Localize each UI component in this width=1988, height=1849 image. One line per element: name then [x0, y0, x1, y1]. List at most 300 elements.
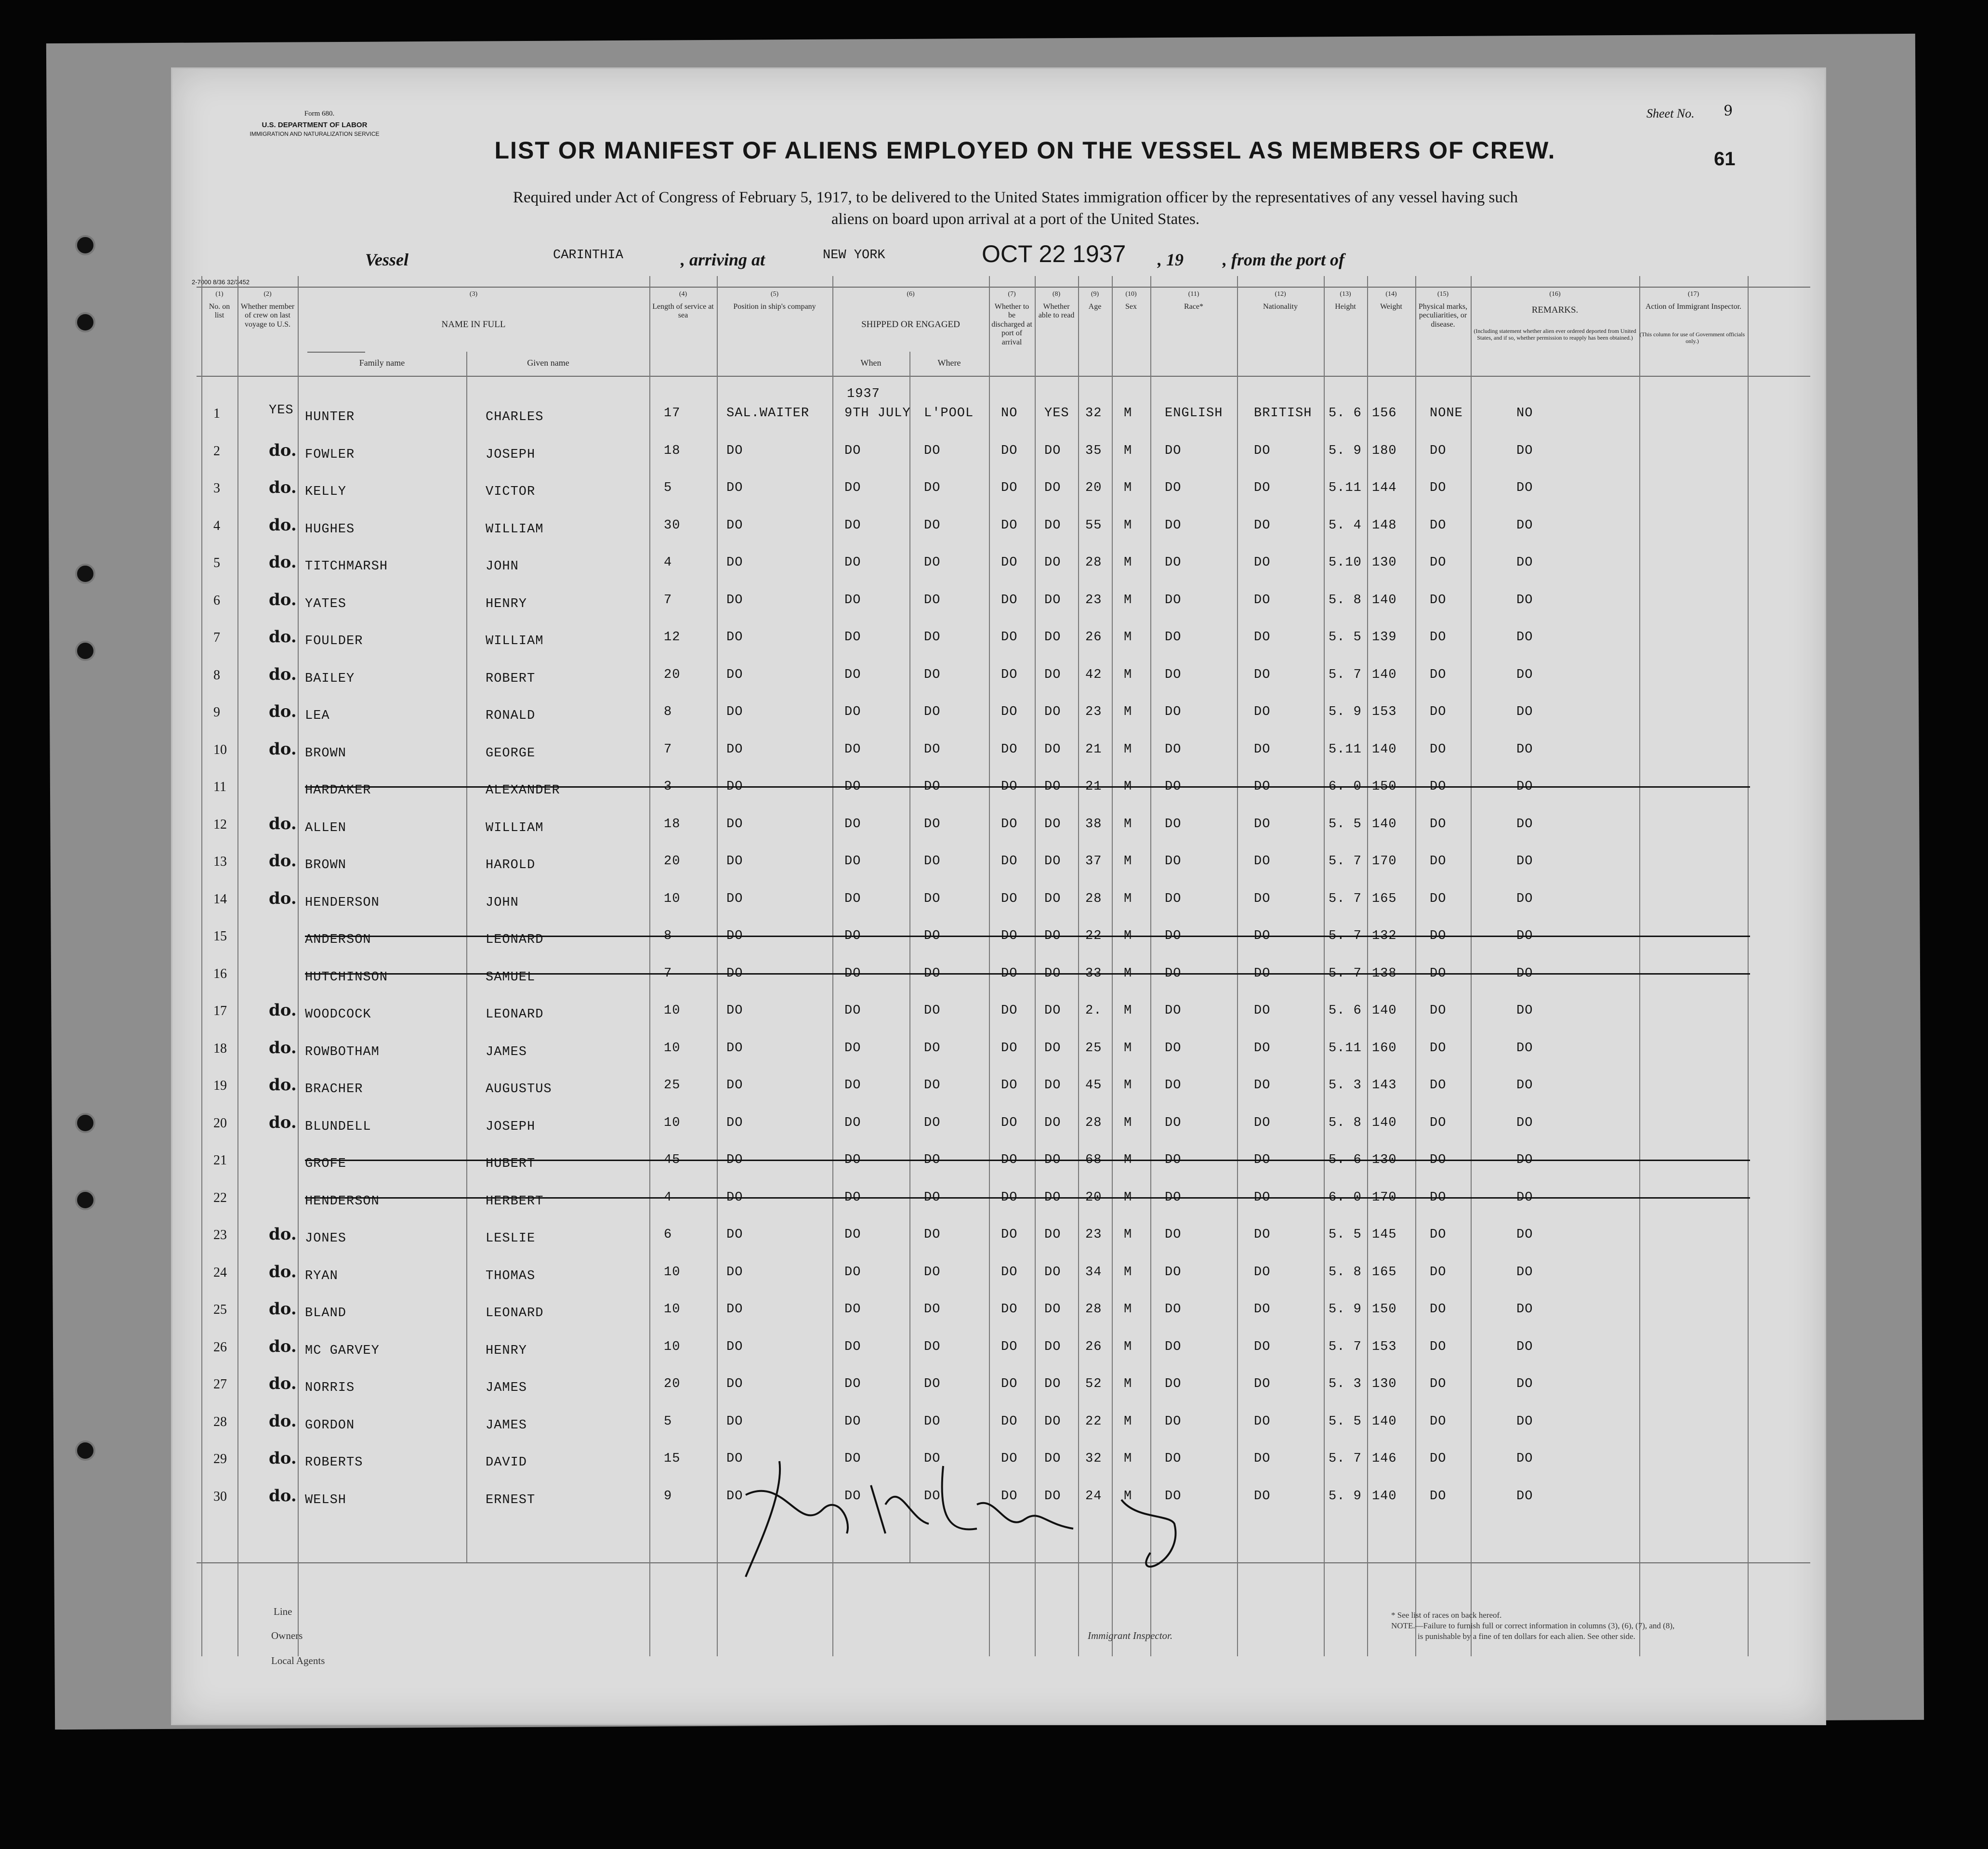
sex: M	[1124, 1190, 1132, 1205]
race: DO	[1165, 667, 1182, 682]
sex: M	[1124, 667, 1132, 682]
physical-marks: DO	[1430, 1004, 1447, 1018]
age: 21	[1085, 779, 1102, 794]
weight: 153	[1372, 1339, 1397, 1354]
physical-marks: DO	[1430, 742, 1447, 757]
column-number: (15)	[1437, 291, 1449, 298]
shipped-when: DO	[844, 1414, 861, 1429]
discharged: DO	[1001, 518, 1018, 533]
service-length: 10	[664, 891, 681, 906]
age: 28	[1085, 1302, 1102, 1317]
sex: M	[1124, 1302, 1132, 1317]
column-label: Sex	[1125, 303, 1137, 311]
shipped-where: DO	[924, 1489, 941, 1504]
weight: 170	[1372, 854, 1397, 869]
nationality: DO	[1254, 854, 1271, 869]
given-name: HUBERT	[486, 1157, 536, 1171]
strike-through-line	[305, 786, 1750, 788]
weight: 140	[1372, 667, 1397, 682]
height: 5. 8	[1329, 593, 1362, 608]
nationality: DO	[1254, 1452, 1271, 1466]
column-number: (2)	[263, 291, 272, 298]
age: 32	[1085, 1452, 1102, 1466]
column-label: Physical marks, peculiarities, or disease.	[1418, 303, 1468, 329]
height: 6. 0	[1329, 779, 1362, 794]
row-number: 21	[213, 1153, 227, 1168]
race: DO	[1165, 1302, 1182, 1317]
given-name: VICTOR	[486, 485, 536, 499]
nationality: DO	[1254, 779, 1271, 794]
discharged: DO	[1001, 1489, 1018, 1504]
position: DO	[726, 1339, 743, 1354]
age: 21	[1085, 742, 1102, 757]
sex: M	[1124, 1078, 1132, 1093]
discharged: DO	[1001, 891, 1018, 906]
sex: M	[1124, 966, 1132, 981]
position: DO	[726, 891, 743, 906]
physical-marks: DO	[1430, 1115, 1447, 1130]
given-name: HAROLD	[486, 858, 536, 872]
inspector-signature	[726, 1437, 1208, 1582]
given-name: WILLIAM	[486, 522, 544, 537]
weight: 180	[1372, 443, 1397, 458]
family-name: WELSH	[305, 1492, 347, 1507]
position: DO	[726, 966, 743, 981]
row-number: 1	[213, 406, 220, 421]
position: DO	[726, 1377, 743, 1391]
discharged: DO	[1001, 1339, 1018, 1354]
header-bottom-rule	[197, 376, 1810, 377]
weight: 150	[1372, 779, 1397, 794]
family-name: HENDERSON	[305, 1194, 380, 1209]
sex: M	[1124, 779, 1132, 794]
crew-last-voyage: do.	[269, 1411, 297, 1431]
nationality: DO	[1254, 1190, 1271, 1205]
remarks: DO	[1516, 1302, 1533, 1317]
shipped-when: DO	[844, 1377, 861, 1391]
able-to-read: DO	[1044, 1452, 1061, 1466]
family-name: NORRIS	[305, 1381, 355, 1395]
when-header: When	[860, 358, 882, 368]
owners-label: Owners	[271, 1630, 303, 1641]
shipped-when: DO	[844, 966, 861, 981]
crew-last-voyage: do.	[269, 1486, 297, 1506]
shipped-where: DO	[924, 929, 941, 943]
sex: M	[1124, 443, 1132, 458]
form-number: Form 680.	[304, 110, 335, 118]
race: DO	[1165, 1153, 1182, 1167]
sheet-label: Sheet No.	[1646, 106, 1695, 120]
race: DO	[1165, 481, 1182, 495]
nationality: DO	[1254, 891, 1271, 906]
physical-marks: DO	[1430, 1041, 1447, 1056]
age: 24	[1085, 1489, 1102, 1504]
crew-last-voyage: do.	[269, 664, 297, 684]
race: DO	[1165, 1489, 1182, 1504]
able-to-read: DO	[1044, 1190, 1061, 1205]
height: 5. 5	[1329, 630, 1362, 645]
physical-marks: DO	[1430, 443, 1447, 458]
given-name: JAMES	[486, 1044, 527, 1059]
crew-last-voyage: do.	[269, 1449, 297, 1468]
family-name: ANDERSON	[305, 933, 371, 947]
service-length: 5	[664, 481, 672, 495]
crew-last-voyage: do.	[269, 814, 297, 833]
remarks: DO	[1516, 1414, 1533, 1429]
age: 32	[1085, 406, 1102, 421]
discharged: DO	[1001, 1190, 1018, 1205]
nationality: DO	[1254, 443, 1271, 458]
sex: M	[1124, 1041, 1132, 1056]
shipped-when: DO	[844, 1302, 861, 1317]
physical-marks: DO	[1430, 1228, 1447, 1242]
sex: M	[1124, 518, 1132, 533]
subtitle-line-2: aliens on board upon arrival at a port of the United States.	[831, 210, 1200, 228]
height: 5.10	[1329, 555, 1362, 570]
crew-last-voyage: do.	[269, 1299, 297, 1319]
given-name: CHARLES	[486, 410, 544, 424]
weight: 160	[1372, 1041, 1397, 1056]
service-length: 9	[664, 1489, 672, 1504]
family-name: HENDERSON	[305, 895, 380, 910]
family-name-header: Family name	[359, 358, 405, 368]
row-number: 17	[213, 1004, 227, 1018]
discharged: DO	[1001, 667, 1018, 682]
row-number: 28	[213, 1414, 227, 1429]
age: 38	[1085, 817, 1102, 832]
age: 68	[1085, 1153, 1102, 1167]
row-number: 25	[213, 1302, 227, 1317]
physical-marks: DO	[1430, 779, 1447, 794]
family-name: GROFE	[305, 1157, 347, 1171]
shipped-where: DO	[924, 966, 941, 981]
shipped-when: DO	[844, 443, 861, 458]
crew-last-voyage: do.	[269, 478, 297, 497]
remarks: DO	[1516, 1115, 1533, 1130]
able-to-read: DO	[1044, 1302, 1061, 1317]
row-number: 23	[213, 1228, 227, 1242]
shipped-where: DO	[924, 854, 941, 869]
height: 5. 9	[1329, 705, 1362, 719]
strike-through-line	[305, 1197, 1750, 1199]
note-penalty-2: is punishable by a fine of ten dollars for each alien. See other side.	[1418, 1632, 1635, 1641]
able-to-read: DO	[1044, 1339, 1061, 1354]
able-to-read: DO	[1044, 1004, 1061, 1018]
service-length: 10	[664, 1004, 681, 1018]
crew-last-voyage: do.	[269, 1262, 297, 1281]
weight: 139	[1372, 630, 1397, 645]
strike-through-line	[305, 1160, 1750, 1161]
family-name: BLAND	[305, 1306, 347, 1321]
shipped-where: DO	[924, 817, 941, 832]
age: 37	[1085, 854, 1102, 869]
height: 5. 7	[1329, 1452, 1362, 1466]
vessel-name: CARINTHIA	[553, 248, 623, 263]
physical-marks: NONE	[1430, 406, 1463, 421]
given-name: LEONARD	[486, 1306, 544, 1321]
height: 5. 3	[1329, 1377, 1362, 1391]
remarks: DO	[1516, 481, 1533, 495]
column-label: Race*	[1184, 303, 1203, 311]
race: DO	[1165, 1452, 1182, 1466]
row-number: 13	[213, 854, 227, 869]
print-code: 2-7000 8/36 32/3452	[192, 278, 250, 286]
weight: 150	[1372, 1302, 1397, 1317]
binder-hole	[75, 1113, 95, 1133]
discharged: DO	[1001, 1004, 1018, 1018]
shipped-when: DO	[844, 1115, 861, 1130]
able-to-read: DO	[1044, 1115, 1061, 1130]
able-to-read: DO	[1044, 929, 1061, 943]
row-number: 22	[213, 1190, 227, 1205]
able-to-read: DO	[1044, 779, 1061, 794]
sex: M	[1124, 891, 1132, 906]
height: 5. 5	[1329, 1228, 1362, 1242]
physical-marks: DO	[1430, 817, 1447, 832]
where-header: Where	[937, 358, 961, 368]
position: DO	[726, 1452, 743, 1466]
shipped-where: DO	[924, 1265, 941, 1280]
physical-marks: DO	[1430, 630, 1447, 645]
race: DO	[1165, 593, 1182, 608]
column-rule	[298, 276, 299, 1656]
row-number: 15	[213, 929, 227, 944]
crew-last-voyage: do.	[269, 590, 297, 609]
shipped-where: DO	[924, 705, 941, 719]
race: DO	[1165, 1339, 1182, 1354]
discharged: DO	[1001, 705, 1018, 719]
crew-last-voyage: do.	[269, 1225, 297, 1244]
age: 20	[1085, 1190, 1102, 1205]
column-rule	[1639, 276, 1640, 1656]
position: DO	[726, 854, 743, 869]
height: 5. 3	[1329, 1078, 1362, 1093]
note-penalty-1: NOTE.—Failure to furnish full or correct information in columns (3), (6), (7), and (8),	[1391, 1621, 1675, 1630]
family-name: BROWN	[305, 746, 347, 761]
service-length: 25	[664, 1078, 681, 1093]
age: 35	[1085, 443, 1102, 458]
family-name: BLUNDELL	[305, 1119, 371, 1134]
remarks: DO	[1516, 779, 1533, 794]
row-number: 7	[213, 630, 220, 645]
race: DO	[1165, 1078, 1182, 1093]
service-length: 8	[664, 705, 672, 719]
remarks-note: (Including statement whether alien ever ordered deported from United States, and if so, whether permission to reapply has been obtained.)	[1474, 328, 1636, 341]
age: 23	[1085, 1228, 1102, 1242]
position: DO	[726, 1115, 743, 1130]
given-name: GEORGE	[486, 746, 536, 761]
age: 55	[1085, 518, 1102, 533]
position: DO	[726, 630, 743, 645]
shipped-where: DO	[924, 1377, 941, 1391]
shipped-when: DO	[844, 1153, 861, 1167]
race: DO	[1165, 854, 1182, 869]
name-split-rule	[466, 352, 467, 1562]
service-length: 10	[664, 1302, 681, 1317]
height: 5. 9	[1329, 1302, 1362, 1317]
shipped-where: DO	[924, 1339, 941, 1354]
family-name: FOULDER	[305, 634, 363, 648]
shipped-when: DO	[844, 1190, 861, 1205]
able-to-read: DO	[1044, 1414, 1061, 1429]
column-number: (4)	[679, 291, 687, 298]
nationality: DO	[1254, 817, 1271, 832]
sex: M	[1124, 1339, 1132, 1354]
age: 34	[1085, 1265, 1102, 1280]
row-number: 6	[213, 593, 220, 608]
weight: 130	[1372, 1153, 1397, 1167]
nationality: DO	[1254, 555, 1271, 570]
shipped-where: DO	[924, 593, 941, 608]
shipped-when: DO	[844, 854, 861, 869]
service-length: 10	[664, 1115, 681, 1130]
race: DO	[1165, 705, 1182, 719]
row-number: 16	[213, 966, 227, 981]
position: DO	[726, 742, 743, 757]
column-number: (7)	[1008, 291, 1016, 298]
race: DO	[1165, 630, 1182, 645]
position: DO	[726, 779, 743, 794]
remarks: DO	[1516, 1078, 1533, 1093]
physical-marks: DO	[1430, 555, 1447, 570]
able-to-read: DO	[1044, 817, 1061, 832]
height: 5. 6	[1329, 1153, 1362, 1167]
column-rule	[1367, 276, 1368, 1656]
discharged: DO	[1001, 1377, 1018, 1391]
race: DO	[1165, 1228, 1182, 1242]
row-number: 18	[213, 1041, 227, 1056]
race: ENGLISH	[1165, 406, 1223, 421]
remarks: DO	[1516, 1489, 1533, 1504]
column-label: Whether to be discharged at port of arrival	[991, 303, 1032, 346]
nationality: DO	[1254, 1004, 1271, 1018]
remarks: NO	[1516, 406, 1533, 421]
shipped-when: DO	[844, 817, 861, 832]
shipped-when: DO	[844, 742, 861, 757]
race: DO	[1165, 1115, 1182, 1130]
remarks: DO	[1516, 705, 1533, 719]
height: 5. 8	[1329, 1115, 1362, 1130]
service-length: 8	[664, 929, 672, 943]
given-name: WILLIAM	[486, 634, 544, 648]
vessel-label: Vessel	[365, 250, 408, 269]
remarks: DO	[1516, 555, 1533, 570]
shipped-when: DO	[844, 1078, 861, 1093]
column-label: No. on list	[209, 303, 230, 320]
position: DO	[726, 555, 743, 570]
column-number: (16)	[1549, 291, 1561, 298]
position: DO	[726, 518, 743, 533]
height: 5. 8	[1329, 1265, 1362, 1280]
height: 5. 5	[1329, 1414, 1362, 1429]
given-name: LEONARD	[486, 933, 544, 947]
discharged: DO	[1001, 1265, 1018, 1280]
discharged: DO	[1001, 1078, 1018, 1093]
height: 5. 7	[1329, 667, 1362, 682]
given-name: THOMAS	[486, 1268, 536, 1283]
column-number: (13)	[1340, 291, 1351, 298]
given-name: JAMES	[486, 1381, 527, 1395]
physical-marks: DO	[1430, 929, 1447, 943]
able-to-read: DO	[1044, 443, 1061, 458]
able-to-read: DO	[1044, 555, 1061, 570]
sex: M	[1124, 481, 1132, 495]
physical-marks: DO	[1430, 705, 1447, 719]
height: 5.11	[1329, 481, 1362, 495]
shipped-when: DO	[844, 1452, 861, 1466]
family-name: ALLEN	[305, 820, 347, 835]
able-to-read: DO	[1044, 742, 1061, 757]
position: DO	[726, 1489, 743, 1504]
weight: 146	[1372, 1452, 1397, 1466]
shipped-where: DO	[924, 443, 941, 458]
remarks: DO	[1516, 518, 1533, 533]
service-length: 4	[664, 1190, 672, 1205]
crew-last-voyage: do.	[269, 515, 297, 535]
height: 5. 9	[1329, 443, 1362, 458]
service-length: 7	[664, 966, 672, 981]
weight: 165	[1372, 1265, 1397, 1280]
nationality: DO	[1254, 1339, 1271, 1354]
family-name: BAILEY	[305, 671, 355, 686]
age: 20	[1085, 481, 1102, 495]
age: 26	[1085, 630, 1102, 645]
row-number: 8	[213, 667, 220, 683]
column-number: (9)	[1091, 291, 1099, 298]
given-name-header: Given name	[527, 358, 569, 368]
nationality: DO	[1254, 667, 1271, 682]
row-number: 14	[213, 891, 227, 907]
height: 5.11	[1329, 1041, 1362, 1056]
department: U.S. DEPARTMENT OF LABOR	[262, 121, 368, 129]
able-to-read: DO	[1044, 1265, 1061, 1280]
able-to-read: DO	[1044, 705, 1061, 719]
service-length: 5	[664, 1414, 672, 1429]
shipped-where: L'POOL	[924, 406, 974, 421]
able-to-read: DO	[1044, 966, 1061, 981]
shipped-when: DO	[844, 1339, 861, 1354]
shipped-split-rule	[909, 352, 910, 1562]
remarks: DO	[1516, 966, 1533, 981]
shipped-where: DO	[924, 742, 941, 757]
nationality: DO	[1254, 481, 1271, 495]
race: DO	[1165, 966, 1182, 981]
height: 5. 7	[1329, 1339, 1362, 1354]
sex: M	[1124, 1228, 1132, 1242]
physical-marks: DO	[1430, 481, 1447, 495]
family-name: KELLY	[305, 485, 347, 499]
manifest-sheet	[171, 67, 1826, 1725]
service-length: 30	[664, 518, 681, 533]
position: DO	[726, 443, 743, 458]
physical-marks: DO	[1430, 966, 1447, 981]
physical-marks: DO	[1430, 1452, 1447, 1466]
weight: 130	[1372, 1377, 1397, 1391]
shipped-when: DO	[844, 1041, 861, 1056]
physical-marks: DO	[1430, 667, 1447, 682]
immigrant-inspector-label: Immigrant Inspector.	[1088, 1630, 1173, 1641]
remarks: DO	[1516, 1041, 1533, 1056]
race: DO	[1165, 779, 1182, 794]
nationality: DO	[1254, 1489, 1271, 1504]
shipped-when: DO	[844, 1489, 861, 1504]
nationality: DO	[1254, 1265, 1271, 1280]
family-name: ROWBOTHAM	[305, 1044, 380, 1059]
sex: M	[1124, 630, 1132, 645]
shipped-where: DO	[924, 630, 941, 645]
family-name: HUTCHINSON	[305, 970, 388, 985]
physical-marks: DO	[1430, 1078, 1447, 1093]
